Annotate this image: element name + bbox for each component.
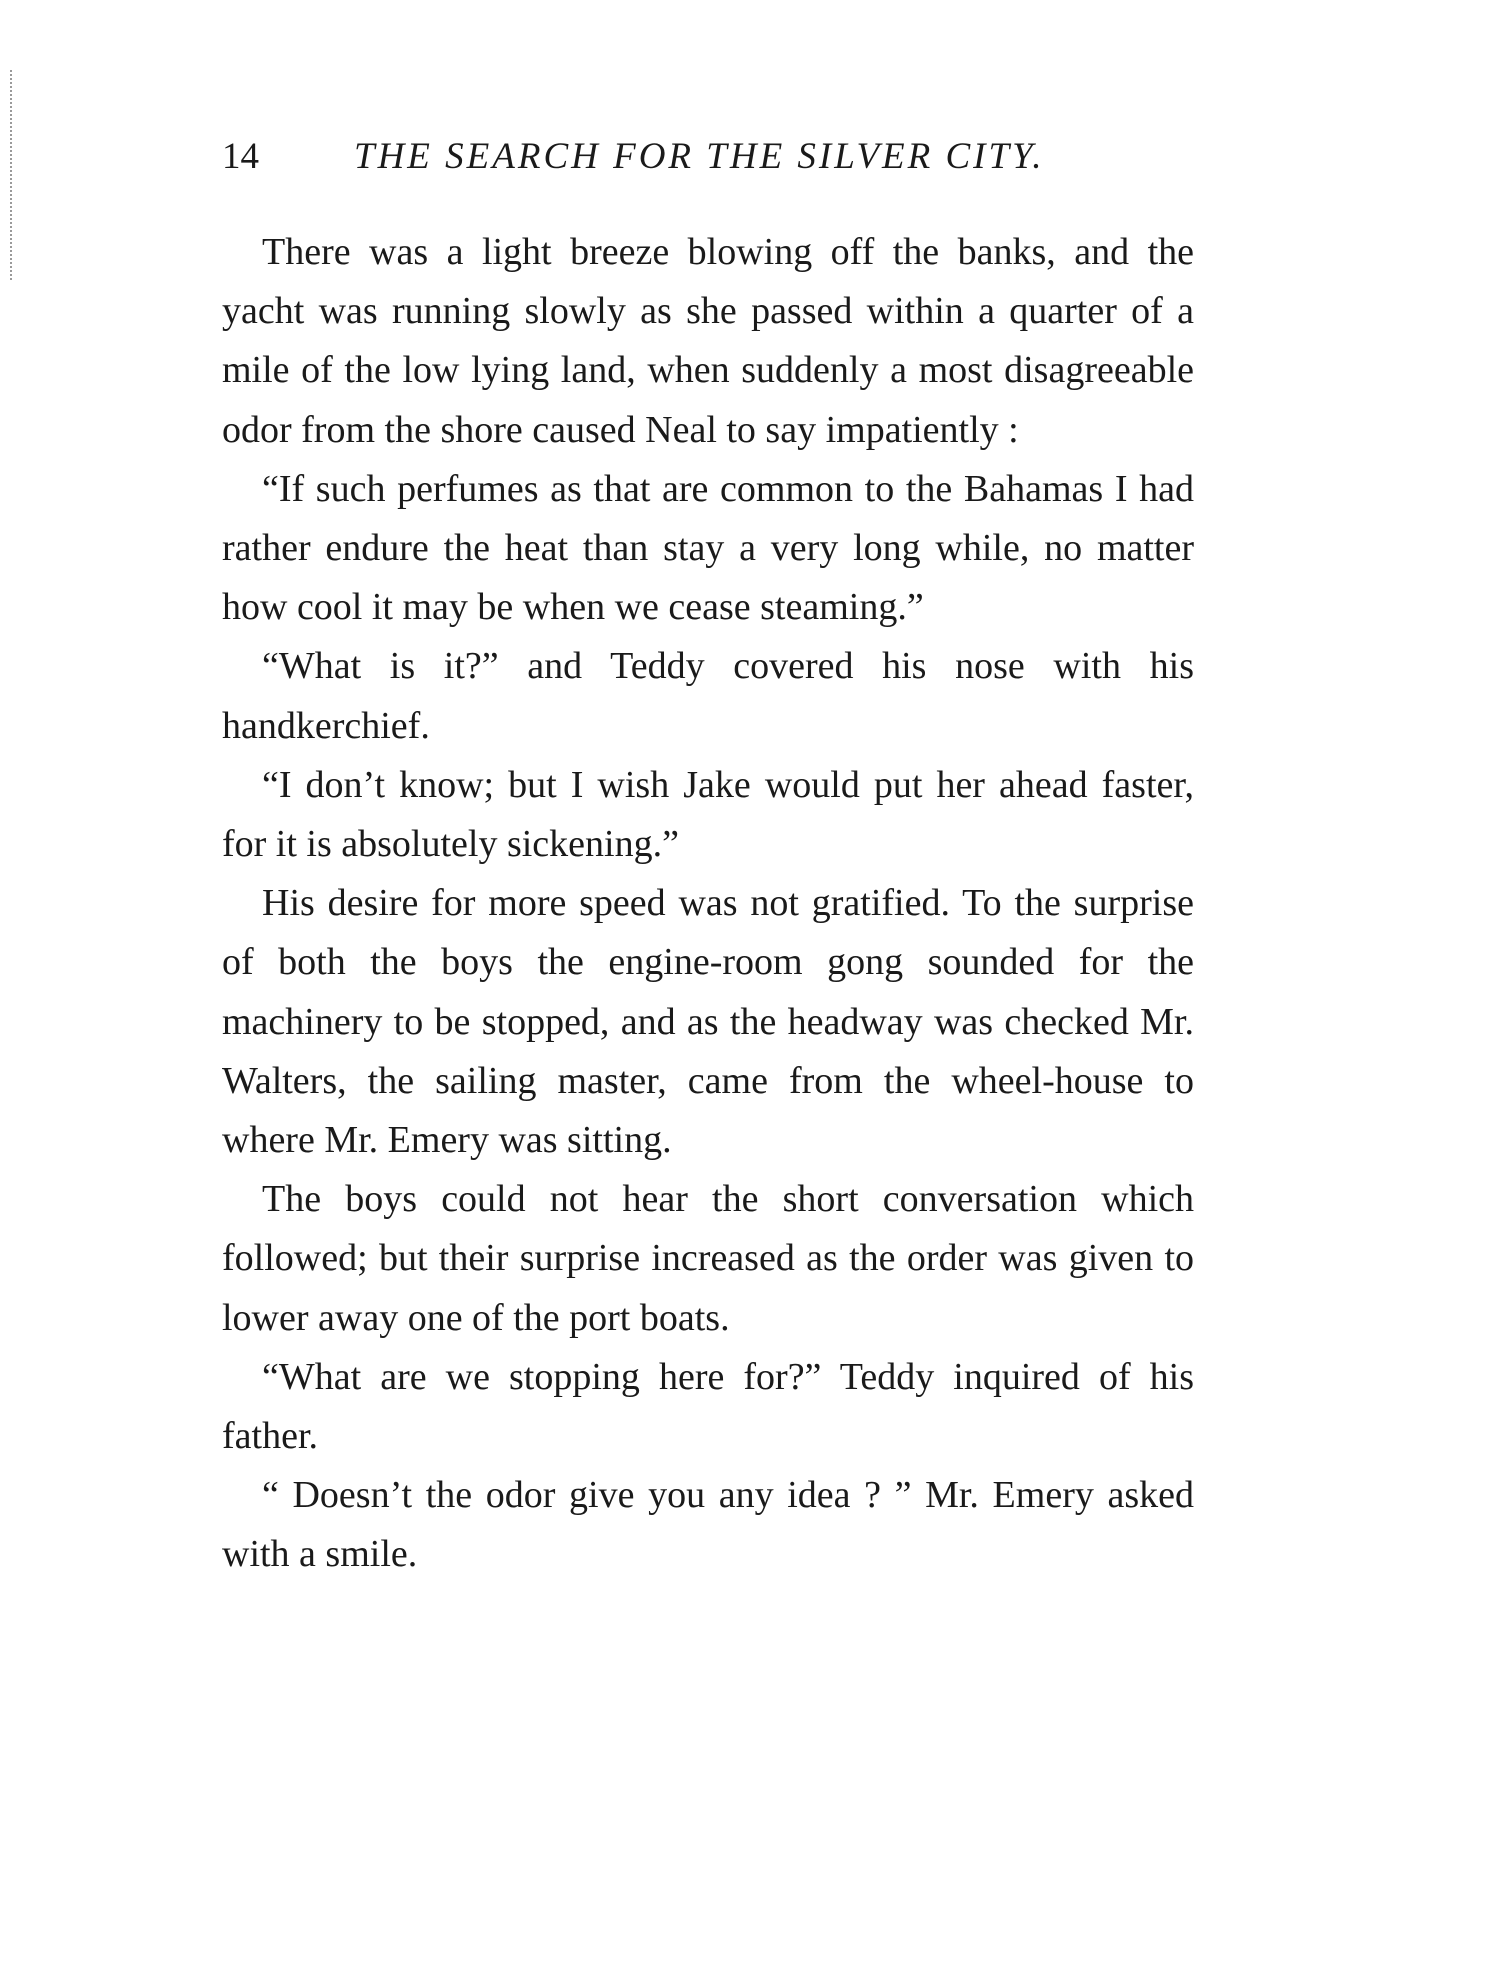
page-number: 14 <box>222 136 259 177</box>
paragraph-3: “What is it?” and Teddy covered his nose with his handkerchief. <box>222 645 1194 747</box>
running-header <box>222 132 1212 182</box>
paragraph-6: The boys could not hear the short conversation which followed; but their surprise increased as the order was given to lower away one of the port boats. <box>222 1178 1194 1339</box>
paragraph-7: “What are we stopping here for?” Teddy inquired of his father. <box>222 1355 1194 1458</box>
scan-edge-marks <box>10 70 14 280</box>
paragraph-1: There was a light breeze blowing off the banks, and the yacht was running slowly as she passed within a quarter of a mile of the low lying land, when suddenly a most disagreeable odor from the shore caused Neal to say impatiently : <box>222 231 1194 451</box>
running-title: THE SEARCH FOR THE SILVER CITY. <box>354 136 1045 177</box>
body-text <box>222 223 1194 1585</box>
paragraph-4: “I don’t know; but I wish Jake would put her ahead faster, for it is absolutely sickening.” <box>222 763 1194 866</box>
paragraph-5: His desire for more speed was not gratified. To the surprise of both the boys the engine-room gong sounded for the machinery to be stopped, and as the headway was checked Mr. Walters, the sailing master, came from the wheel-house to where Mr. Emery was sitting. <box>222 882 1194 1162</box>
paragraph-2: “If such perfumes as that are common to the Bahamas I had rather endure the heat than stay a very long while, no matter how cool it may be when we cease steaming.” <box>222 467 1194 629</box>
paragraph-8: “ Doesn’t the odor give you any idea ? ” Mr. Emery asked with a smile. <box>222 1474 1194 1576</box>
